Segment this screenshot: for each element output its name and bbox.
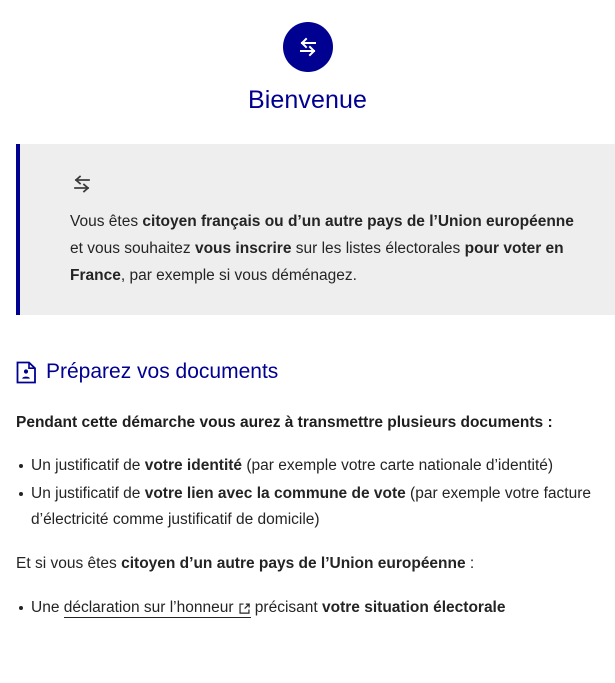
eu-bullet-bold-suffix: votre situation électorale [322, 599, 506, 616]
external-link-icon [238, 602, 251, 615]
section-lead: Pendant cette démarche vous aurez à transmettre plusieurs documents : [16, 414, 553, 431]
page-header [0, 0, 615, 115]
list-item: Un justificatif de votre identité (par exemple votre carte nationale d’identité) [16, 453, 601, 479]
section-header [16, 359, 601, 385]
documents-list [16, 453, 601, 533]
list-item [16, 595, 601, 621]
list-item: Un justificatif de votre lien avec la commune de vote (par exemple votre facture d’électricité comme justificatif de domicile) [16, 481, 601, 533]
exchange-arrows-icon [70, 172, 579, 196]
callout-text: Vous êtes citoyen français ou d’un autre pays de l’Union européenne et vous souhaitez vous inscrire sur les listes électorales pour voter en France, par exemple si vous déménagez. [70, 213, 574, 284]
info-callout [16, 144, 615, 315]
exchange-arrows-icon [283, 22, 333, 72]
eu-citizen-paragraph: Et si vous êtes citoyen d’un autre pays de l’Union européenne : [16, 555, 475, 572]
eu-bullet-middle: précisant [250, 599, 323, 616]
declaration-sur-lhonneur-link[interactable] [64, 599, 251, 618]
link-label: déclaration sur l’honneur [63, 599, 234, 616]
eu-bullet-prefix: Une [31, 599, 64, 616]
documents-section [16, 359, 601, 621]
page-title: Bienvenue [247, 86, 368, 114]
id-document-icon [16, 361, 37, 384]
section-title: Préparez vos documents [46, 360, 279, 383]
eu-documents-list [16, 595, 601, 621]
